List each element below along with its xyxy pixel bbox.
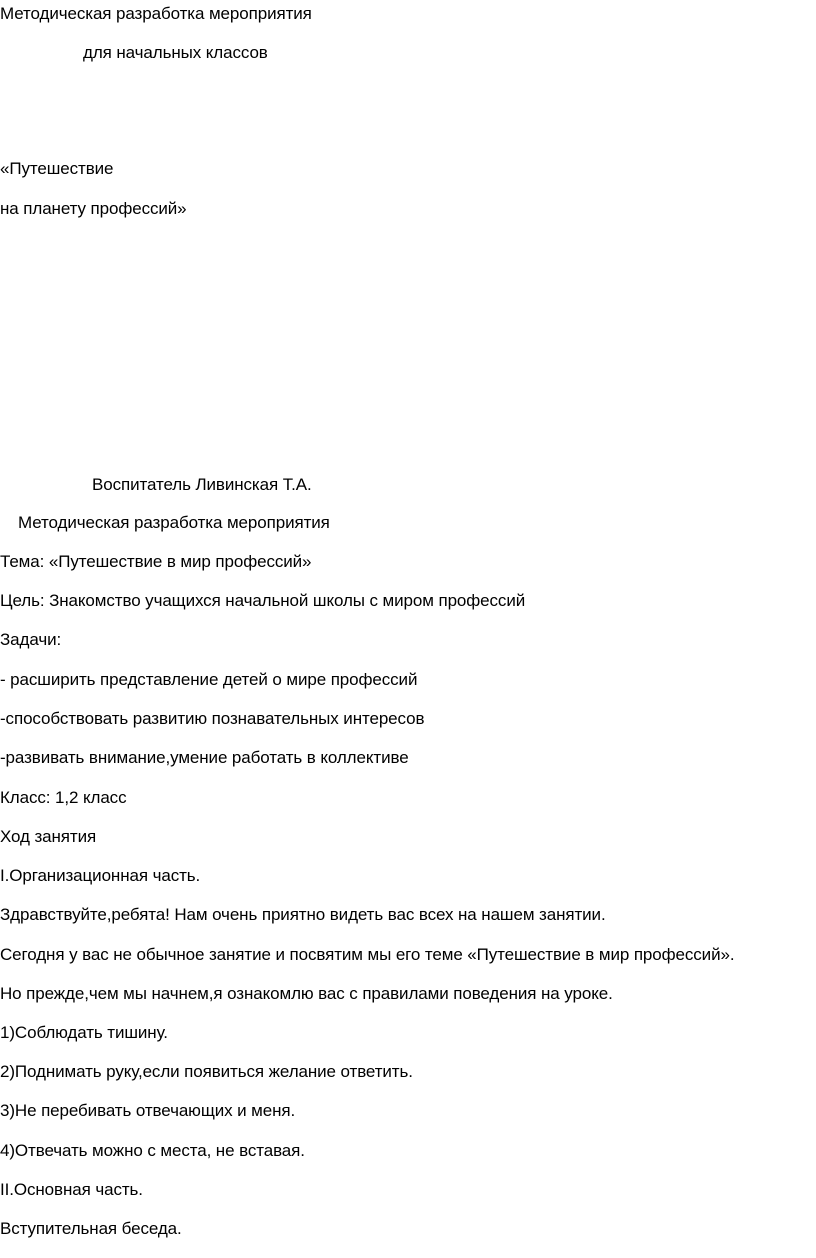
part2-heading: II.Основная часть. bbox=[0, 1180, 143, 1199]
cover-title-line2: на планету профессий» bbox=[0, 199, 187, 218]
cover-author: Воспитатель Ливинская Т.А. bbox=[92, 475, 312, 494]
task-item: -способствовать развитию познавательных интересов bbox=[0, 709, 425, 728]
part1-heading: I.Организационная часть. bbox=[0, 866, 201, 885]
cover-heading-line2: для начальных классов bbox=[83, 43, 268, 62]
rule-item: 2)Поднимать руку,если появиться желание ответить. bbox=[0, 1062, 413, 1081]
cover-title-line1: «Путешествие bbox=[0, 159, 114, 178]
rules-intro-paragraph: Но прежде,чем мы начнем,я ознакомлю вас с правилами поведения на уроке. bbox=[0, 984, 613, 1003]
task-item: - расширить представление детей о мире профессий bbox=[0, 670, 418, 689]
grade: Класс: 1,2 класс bbox=[0, 788, 127, 807]
tasks-label: Задачи: bbox=[0, 630, 62, 649]
rule-item: 4)Отвечать можно с места, не вставая. bbox=[0, 1141, 305, 1160]
task-item: -развивать внимание,умение работать в коллективе bbox=[0, 748, 409, 767]
topic: Тема: «Путешествие в мир профессий» bbox=[0, 552, 312, 571]
lesson-flow-heading: Ход занятия bbox=[0, 827, 97, 846]
cover-heading-line1: Методическая разработка мероприятия bbox=[0, 4, 312, 23]
rule-item: 3)Не перебивать отвечающих и меня. bbox=[0, 1101, 296, 1120]
subheading: Методическая разработка мероприятия bbox=[18, 513, 330, 532]
rule-item: 1)Соблюдать тишину. bbox=[0, 1023, 168, 1042]
intro-talk-heading: Вступительная беседа. bbox=[0, 1219, 182, 1238]
greeting-paragraph: Здравствуйте,ребята! Нам очень приятно видеть вас всех на нашем занятии. bbox=[0, 905, 606, 924]
intro-paragraph: Сегодня у вас не обычное занятие и посвятим мы его теме «Путешествие в мир профессий». bbox=[0, 945, 735, 964]
goal: Цель: Знакомство учащихся начальной школы с миром профессий bbox=[0, 591, 526, 610]
